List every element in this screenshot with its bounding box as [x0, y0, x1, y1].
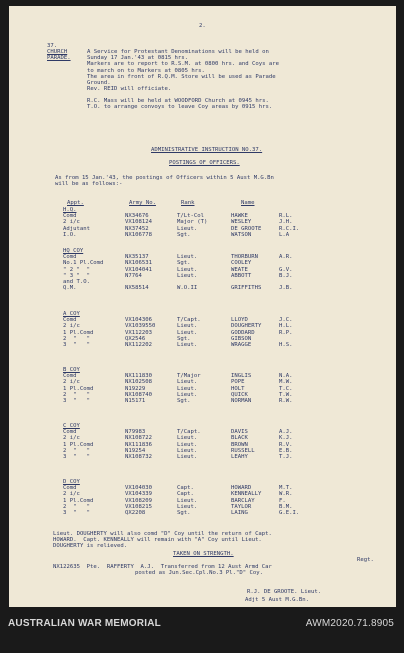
appointment-cell: Comd — [63, 213, 77, 220]
surname-cell: DAVIS — [231, 429, 248, 436]
army-number-cell: NX108740 — [125, 391, 152, 398]
column-header: Appt. — [67, 200, 84, 206]
initials-cell: L.A — [279, 231, 290, 238]
army-number-cell: VX1039550 — [125, 323, 156, 330]
initials-cell: N.A. — [279, 373, 293, 380]
initials-cell: J.B. — [279, 285, 293, 292]
appointment-cell: 3 " " — [63, 398, 90, 404]
rank-cell: Lieut. — [177, 454, 198, 460]
appointment-cell: 1 Pl.Comd — [63, 385, 94, 392]
taken-on-strength-title: TAKEN ON STRENGTH. — [173, 551, 234, 557]
tos-line: posted as Jun.Sec.Cpl.No.3 Pl."D" Coy. — [135, 570, 263, 577]
rank-cell: Lieut. — [177, 225, 198, 232]
rank-cell: Lieut. — [177, 435, 198, 442]
appointment-cell: Q.M. — [63, 285, 77, 292]
army-number-cell: VX108215 — [125, 503, 152, 510]
rank-cell: Lieut. — [177, 447, 198, 454]
para37-line: A Service for Protestant Denominations will be held on — [87, 49, 269, 55]
surname-cell: QUICK — [231, 391, 248, 398]
army-number-cell: NX111836 — [125, 441, 152, 448]
closing-line: DOUGHERTY is relieved. — [53, 543, 128, 550]
army-number-cell: N79983 — [125, 429, 146, 436]
rank-cell: T/Major — [177, 373, 201, 380]
table-row — [9, 285, 396, 291]
appointment-cell: 1 Pl.Comd — [63, 329, 94, 336]
surname-cell: DOUGHERTY — [231, 323, 262, 330]
rank-cell: Lieut. — [177, 441, 198, 448]
table-header — [9, 200, 396, 206]
table-row — [9, 232, 396, 238]
surname-cell: KENNEALLY — [231, 491, 262, 498]
appointment-cell: 2 " " — [63, 447, 90, 454]
initials-cell: T.W. — [279, 391, 293, 398]
admin-instruction-title: ADMINISTRATIVE INSTRUCTION NO.37. — [151, 147, 263, 153]
rank-cell: T/Lt-Col — [177, 213, 204, 220]
army-number-cell: NX34676 — [125, 213, 149, 220]
army-number-cell: N7764 — [125, 272, 142, 279]
initials-cell: A.J. — [279, 429, 293, 436]
surname-cell: WRAGGE — [231, 342, 252, 348]
surname-cell: WATSON — [231, 231, 252, 238]
surname-cell: WESLEY — [231, 219, 252, 226]
surname-cell: WEATE — [231, 266, 248, 273]
initials-cell: F. — [279, 497, 286, 504]
table-row — [9, 510, 396, 516]
surname-cell: BROWN — [231, 441, 248, 448]
closing-line: HOWARD. Capt. KENNEALLY will remain with "A" Coy until Lieut. — [53, 537, 262, 544]
surname-cell: BARCLAY — [231, 497, 255, 504]
rank-cell: Lieut. — [177, 266, 198, 273]
surname-cell: GODDARD — [231, 329, 255, 336]
rank-cell: Lieut. — [177, 272, 198, 279]
initials-cell: H.L. — [279, 323, 293, 330]
army-number-cell: NX37452 — [125, 225, 149, 232]
appointment-cell: " 2 " " — [63, 266, 90, 273]
appointment-cell: 2 i/c — [63, 323, 80, 330]
surname-cell: DE GROOTE — [231, 225, 262, 232]
army-number-cell: N15171 — [125, 398, 146, 404]
para37-line: The area in front of R.Q.M. Store will be used as Parade — [87, 73, 276, 80]
appointment-cell: 1 Pl.Comd — [63, 441, 94, 448]
appointment-cell: Adjutant — [63, 225, 90, 232]
appointment-cell: 1 Pl.Comd — [63, 497, 94, 504]
army-number-cell: VX104030 — [125, 485, 152, 492]
army-number-cell: NX108732 — [125, 454, 152, 460]
table-row — [9, 342, 396, 348]
army-number-cell: N19229 — [125, 385, 146, 392]
appointment-cell: 2 i/c — [63, 379, 80, 386]
rank-cell: Capt. — [177, 485, 194, 492]
rc-line: R.C. Mass will be held at WOODFORD Church at 0945 hrs. — [87, 98, 269, 104]
appointment-cell: 3 " " — [63, 510, 90, 516]
appointment-cell: Comd — [63, 485, 77, 492]
para37-number: 37. — [47, 43, 58, 49]
rank-cell: Capt. — [177, 491, 194, 498]
rank-cell: Sgt. — [177, 231, 191, 238]
army-number-cell: NX58514 — [125, 285, 149, 292]
tos-line: NX122635 Pte. RAFFERTY A.J. Transferred from 12 Aust Armd Car — [53, 564, 272, 570]
appointment-cell: 2 i/c — [63, 491, 80, 498]
army-number-cell: N19254 — [125, 447, 146, 454]
appointment-cell: Comd — [63, 317, 77, 324]
rank-cell: Sgt. — [177, 260, 191, 267]
surname-cell: HOLT — [231, 385, 245, 392]
surname-cell: POPE — [231, 379, 245, 386]
army-number-cell: QX2546 — [125, 335, 146, 342]
surname-cell: THORBURN — [231, 254, 258, 261]
initials-cell: J.C. — [279, 317, 293, 324]
surname-cell: BLACK — [231, 435, 248, 442]
rank-cell: Major (T) — [177, 219, 208, 226]
para37-heading-2: PARADE. — [47, 55, 71, 61]
column-header: Rank — [181, 200, 195, 206]
surname-cell: GRIFFITHS — [231, 285, 262, 292]
army-number-cell: VX112203 — [125, 329, 152, 336]
para37-heading-1: CHURCH — [47, 49, 68, 55]
appointment-cell: 2 " " — [63, 391, 90, 398]
rank-cell: Lieut. — [177, 391, 198, 398]
rc-line: T.O. to arrange convoys to leave Coy areas by 0915 hrs. — [87, 104, 273, 111]
rank-cell: Sgt. — [177, 510, 191, 516]
rank-cell: Sgt. — [177, 335, 191, 342]
army-number-cell: NX106531 — [125, 260, 152, 267]
surname-cell: NORMAN — [231, 398, 252, 404]
surname-cell: LEAHY — [231, 454, 248, 460]
army-number-cell: NX112202 — [125, 342, 152, 348]
appointment-cell: Comd — [63, 429, 77, 436]
initials-cell: G.E.I. — [279, 510, 300, 516]
army-number-cell: NX108722 — [125, 435, 152, 442]
para37-line: Ground. — [87, 80, 111, 86]
section-title-text: D COY — [63, 479, 80, 485]
rank-cell: Lieut. — [177, 329, 198, 336]
para37-line: Markers are to report to R.S.M. at 0800 hrs. and Coys are — [87, 61, 279, 68]
surname-cell: ABBOTT — [231, 272, 252, 279]
appointment-cell: and T.O. — [63, 279, 90, 285]
appointment-cell: 2 i/c — [63, 435, 80, 442]
surname-cell: TAYLOR — [231, 503, 252, 510]
rank-cell: Lieut. — [177, 497, 198, 504]
army-number-cell: VX104339 — [125, 491, 152, 498]
army-number-cell: NX102508 — [125, 379, 152, 386]
initials-cell: T.J. — [279, 454, 293, 460]
initials-cell: B.M. — [279, 503, 293, 510]
appointment-cell: 3 " " — [63, 454, 90, 460]
para37-line: Sunday 17 Jan.'43 at 0815 hrs. — [87, 55, 189, 62]
appointment-cell: 3 " " — [63, 342, 90, 348]
appointment-cell: " 3 " " — [63, 272, 90, 279]
army-number-cell: VX108124 — [125, 219, 152, 226]
surname-cell: HOWARD — [231, 485, 252, 492]
army-number-cell: NX106778 — [125, 231, 152, 238]
footer-accession-id: AWM2020.71.8905 — [305, 618, 394, 629]
rank-cell: Lieut. — [177, 385, 198, 392]
initials-cell: A.R. — [279, 254, 293, 261]
appointment-cell: I.O. — [63, 231, 77, 238]
regt-label: Regt. — [357, 557, 374, 563]
surname-cell: HAWKE — [231, 213, 248, 220]
initials-cell: G.V. — [279, 266, 293, 273]
initials-cell: M.W. — [279, 379, 293, 386]
initials-cell: R.P. — [279, 329, 293, 336]
initials-cell: R.V. — [279, 441, 293, 448]
signature-line: Adjt 5 Aust M.G.Bn. — [245, 597, 309, 603]
appointment-cell: Comd — [63, 373, 77, 380]
section-title-text: C COY — [63, 423, 80, 429]
initials-cell: J.H. — [279, 219, 293, 226]
initials-cell: R.L. — [279, 213, 293, 220]
appointment-cell: 2 " " — [63, 335, 90, 342]
army-number-cell: VX108209 — [125, 497, 152, 504]
rank-cell: Lieut. — [177, 323, 198, 330]
army-number-cell: NX111830 — [125, 373, 152, 380]
surname-cell: INGLIS — [231, 373, 252, 380]
initials-cell: R.W. — [279, 398, 293, 404]
table-row — [9, 398, 396, 404]
closing-line: Lieut. DOUGHERTY will also comd "D" Coy until the return of Capt. — [53, 531, 272, 537]
signature-line: R.J. DE GROOTE. Lieut. — [247, 589, 322, 595]
initials-cell: E.B. — [279, 447, 293, 454]
initials-cell: W.R. — [279, 491, 293, 498]
rank-cell: Lieut. — [177, 254, 198, 261]
surname-cell: GIBSON — [231, 335, 252, 342]
section-title-text: HQ COY — [63, 248, 84, 254]
table-row — [9, 454, 396, 460]
rank-cell: Sgt. — [177, 398, 191, 404]
army-number-cell: VX104306 — [125, 317, 152, 324]
intro-line: As from 15 Jan.'43, the postings of Officers within 5 Aust M.G.Bn — [55, 175, 274, 181]
appointment-cell: Comd — [63, 254, 77, 261]
section-title-text: H.Q. — [63, 207, 77, 213]
para37-line: Rev. REID will officiate. — [87, 86, 172, 93]
appointment-cell: 2 " " — [63, 503, 90, 510]
army-number-cell: QX2208 — [125, 510, 146, 516]
surname-cell: LAING — [231, 510, 248, 516]
initials-cell: T.C. — [279, 385, 293, 392]
army-number-cell: VX104041 — [125, 266, 152, 273]
initials-cell: M.T. — [279, 485, 293, 492]
initials-cell: K.J. — [279, 435, 293, 442]
surname-cell: LLOYD — [231, 317, 248, 324]
intro-line: will be as follows:- — [55, 181, 123, 188]
surname-cell: RUSSELL — [231, 447, 255, 454]
column-header: Army No. — [129, 200, 156, 206]
rank-cell: Lieut. — [177, 503, 198, 510]
initials-cell: R.C.I. — [279, 225, 300, 232]
rank-cell: Lieut. — [177, 342, 198, 348]
page-number: 2. — [199, 23, 206, 29]
column-header: Name — [241, 200, 255, 206]
rank-cell: T/Capt. — [177, 429, 201, 436]
rank-cell: Lieut. — [177, 379, 198, 386]
appointment-cell: 2 i/c — [63, 219, 80, 226]
rank-cell: T/Capt. — [177, 317, 201, 324]
initials-cell: B.J. — [279, 272, 293, 279]
footer-institution: AUSTRALIAN WAR MEMORIAL — [8, 618, 161, 629]
para37-line: to march on to Markers at 0805 hrs. — [87, 67, 205, 74]
section-title-text: B COY — [63, 367, 80, 373]
army-number-cell: NX35137 — [125, 254, 149, 261]
rank-cell: W.O.II — [177, 285, 198, 292]
surname-cell: COOLEY — [231, 260, 252, 267]
postings-title: POSTINGS OF OFFICERS. — [169, 160, 240, 166]
initials-cell: H.S. — [279, 342, 293, 348]
appointment-cell: No.1 Pl.Comd — [63, 260, 104, 267]
footer-bar — [0, 607, 404, 653]
section-title-text: A COY — [63, 311, 80, 317]
document-page — [9, 6, 396, 607]
